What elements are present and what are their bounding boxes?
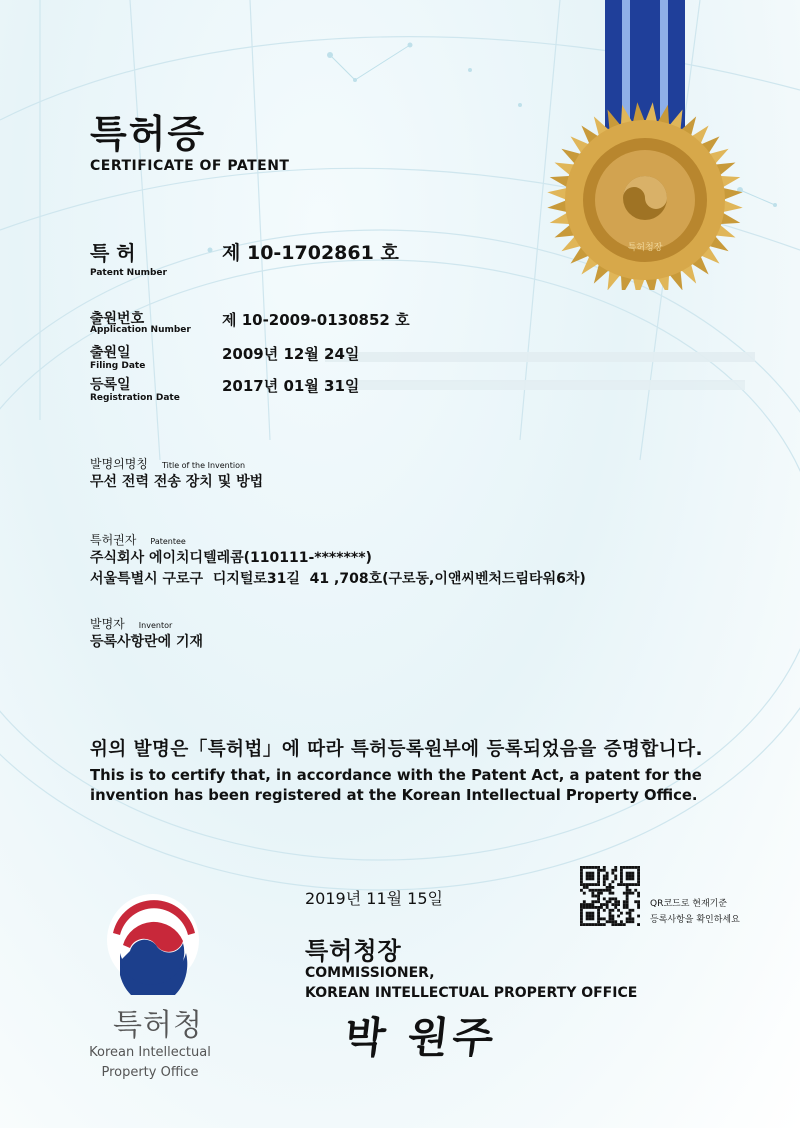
qr-instructions [650,896,740,928]
patentee-label-row [90,529,186,548]
kipo-name-english [70,1043,230,1083]
invention-title-value: 무선 전력 전송 장치 및 방법 [90,474,264,490]
application-number-value: 제 10-2009-0130852 호 [222,311,410,329]
kipo-name-english-line-1: Korean Intellectual [89,1045,211,1060]
patent-number-label: 특 허 [90,241,136,265]
filing-date-label: 출원일 [90,345,131,361]
patent-number-label-en: Patent Number [90,268,167,278]
kipo-name-english-line-2: Property Office [101,1065,199,1080]
inventor-label-row [90,613,172,632]
invention-title-label: 발명의명칭 [90,457,148,471]
filing-date-label-en: Filing Date [90,361,146,371]
invention-title-label-row [90,453,245,472]
inventor-label: 발명자 [90,617,125,631]
patent-number-value: 제 10-1702861 호 [222,242,399,264]
gold-seal-medal [540,0,760,290]
registration-date-label-en: Registration Date [90,393,180,403]
inventor-value: 등록사항란에 기재 [90,634,204,650]
commissioner-line-1: COMMISSIONER, [305,965,435,981]
certification-statement-english: This is to certify that, in accordance with the Patent Act, a patent for the invention has been registered at the Korean Intellectual Property Office. [90,767,702,804]
seal-text: 특허청장 [627,243,663,253]
issue-date: 2019년 11월 15일 [305,889,443,908]
kipo-name-korean: 특허청 [113,1008,203,1043]
qr-code[interactable] [580,866,640,926]
qr-instruction-line-1: QR코드로 현재기준 [650,899,728,909]
kipo-logo-icon [98,885,208,995]
application-number-label-en: Application Number [90,325,191,335]
filing-date-value: 2009년 12월 24일 [222,345,360,363]
patentee-address: 서울특별시 구로구 디지털로31길 41 ,708호(구로동,이앤씨벤처드림타워6차) [90,571,586,587]
patentee-label: 특허권자 [90,533,137,547]
commissioner-line-2: KOREAN INTELLECTUAL PROPERTY OFFICE [305,985,638,1001]
patentee-name: 주식회사 에이치디텔레콤(110111-*******) [90,550,372,566]
invention-title-label-en: Title of the Invention [161,461,246,470]
qr-instruction-line-2: 등록사항을 확인하세요 [650,915,740,925]
title-english: CERTIFICATE OF PATENT [90,158,290,174]
application-number-label: 출원번호 [90,311,145,327]
registration-date-label: 등록일 [90,377,131,393]
registration-date-value: 2017년 01월 31일 [222,377,360,395]
signature: 박 원주 [342,1013,500,1062]
inventor-label-en: Inventor [138,621,173,630]
patentee-label-en: Patentee [150,537,186,546]
commissioner-title-english [305,963,637,1003]
commissioner-title-korean: 특허청장 [305,937,402,965]
title-korean: 특허증 [90,112,207,156]
certification-statement-korean: 위의 발명은「특허법」에 따라 특허등록원부에 등록되었음을 증명합니다. [90,739,703,760]
